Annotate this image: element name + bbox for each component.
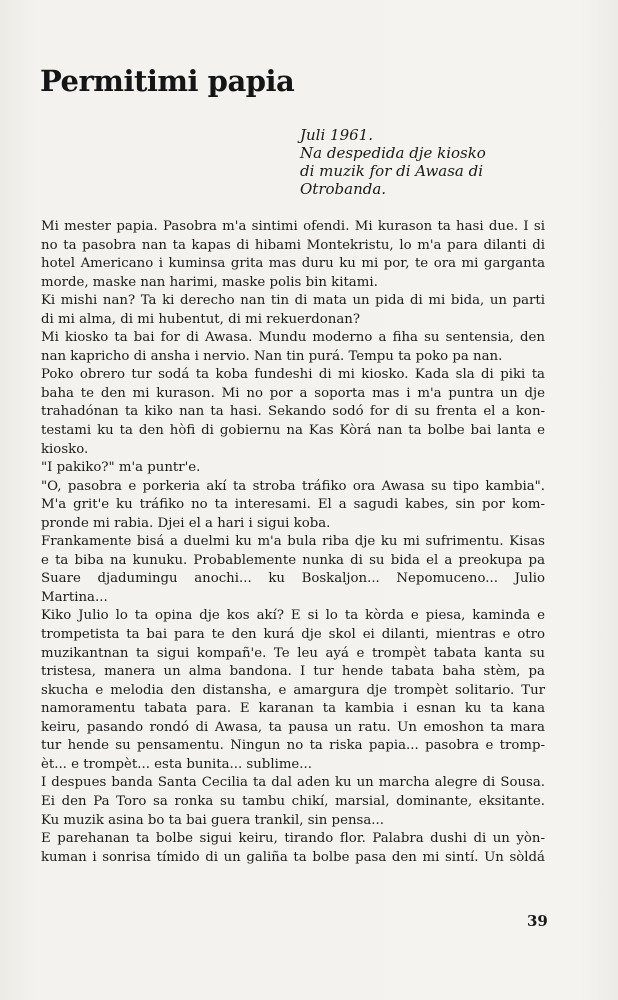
text-line: Ku muzik asina bo ta bai guera trankil, sin pensa...	[41, 812, 384, 828]
paragraph	[41, 366, 545, 459]
text-line: di mi alma, di mi hubentut, di mi rekuerdonan?	[41, 311, 360, 327]
dedication-line: di muzik for di Awasa di	[300, 162, 484, 180]
text-line: hotel Americano i kuminsa grita mas duru ku mi por, te ora mi garganta	[41, 256, 545, 272]
text-line: Kiko Julio lo ta opina dje kos akí? E si lo ta kòrda e piesa, kaminda e	[41, 608, 545, 624]
text-line: namoramentu tabata para. E karanan ta kambia i esnan ku ta kana	[41, 701, 545, 717]
paragraph	[41, 292, 545, 329]
text-line: e ta biba na kunuku. Probablemente nunka di su bida el a preokupa pa	[41, 552, 545, 568]
chapter-title: Permitimi papia	[40, 64, 295, 98]
text-line: skucha e melodia den distansha, e amargura dje trompèt solitario. Tur	[41, 682, 545, 698]
text-line: testami ku ta den hòfi di gobiernu na Kas Kòrá nan ta bolbe bai lanta e	[41, 423, 545, 439]
text-line: Poko obrero tur sodá ta koba fundeshi di mi kiosko. Kada sla di piki ta	[41, 367, 545, 383]
text-line: tristesa, manera un alma bandona. I tur hende tabata baha stèm, pa	[41, 664, 545, 680]
text-line: Martina...	[41, 589, 108, 605]
page-number: 39	[527, 912, 548, 930]
text-line: E parehanan ta bolbe sigui keiru, tirando flor. Palabra dushi di un yòn-	[41, 831, 545, 847]
paragraph	[41, 533, 545, 607]
text-line: I despues banda Santa Cecilia ta dal aden ku un marcha alegre di Sousa.	[41, 775, 545, 791]
text-line: Mi kiosko ta bai for di Awasa. Mundu moderno a fiha su sentensia, den	[41, 330, 545, 346]
text-line: trahadónan ta kiko nan ta hasi. Sekando sodó for di su frenta el a kon-	[41, 404, 545, 420]
text-line: muzikantnan ta sigui kompañ'e. Te leu ayá e trompèt tabata kanta su	[41, 645, 545, 661]
text-line: èt... e trompèt... esta bunita... sublime...	[41, 756, 312, 772]
text-line: Ei den Pa Toro sa ronka su tambu chikí, marsial, dominante, eksitante.	[41, 793, 545, 809]
body-text	[41, 218, 545, 867]
text-line: baha te den mi kurason. Mi no por a soporta mas i m'a puntra un dje	[41, 385, 545, 401]
paragraph	[41, 329, 545, 366]
paragraph	[41, 830, 545, 867]
text-line: Suare djadumingu anochi... ku Boskaljon... Nepomuceno... Julio	[41, 571, 545, 587]
text-line: kiosko.	[41, 441, 89, 457]
dedication-line: Otrobanda.	[300, 180, 387, 198]
text-line: Ki mishi nan? Ta ki derecho nan tin di mata un pida di mi bida, un parti	[41, 293, 545, 309]
dedication	[300, 126, 486, 198]
text-line: no ta pasobra nan ta kapas di hibami Montekristu, lo m'a para dilanti di	[41, 237, 545, 253]
text-line: Frankamente bisá a duelmi ku m'a bula riba dje ku mi sufrimentu. Kisas	[41, 534, 545, 550]
paragraph	[41, 607, 545, 774]
text-line: M'a grit'e ku tráfiko no ta interesami. El a sagudi kabes, sin por kom-	[41, 497, 545, 513]
text-line: morde, maske nan harimi, maske polis bin kitami.	[41, 274, 378, 290]
text-line: tur hende su pensamentu. Ningun no ta riska papia... pasobra e tromp-	[41, 738, 545, 754]
text-line: keiru, pasando rondó di Awasa, ta pausa un ratu. Un emoshon ta mara	[41, 719, 545, 735]
text-line: Mi mester papia. Pasobra m'a sintimi ofendi. Mi kurason ta hasi due. I si	[41, 219, 545, 234]
paragraph	[41, 218, 545, 292]
text-line: nan kapricho di ansha i nervio. Nan tin purá. Tempu ta poko pa nan.	[41, 348, 503, 364]
text-line: "O, pasobra e porkeria akí ta stroba tráfiko ora Awasa su tipo kambia".	[41, 478, 545, 494]
text-line: pronde mi rabia. Djei el a hari i sigui koba.	[41, 515, 331, 531]
paragraph	[41, 459, 545, 478]
dedication-line: Juli 1961.	[300, 126, 373, 144]
text-line: "I pakiko?" m'a puntr'e.	[41, 460, 201, 476]
paragraph	[41, 774, 545, 830]
text-line: trompetista ta bai para te den kurá dje skol ei dilanti, mientras e otro	[41, 627, 545, 643]
text-line: kuman i sonrisa tímido di un galiña ta bolbe pasa den mi sintí. Un sòldá	[41, 849, 545, 865]
dedication-line: Na despedida dje kiosko	[300, 144, 486, 162]
paragraph	[41, 478, 545, 534]
